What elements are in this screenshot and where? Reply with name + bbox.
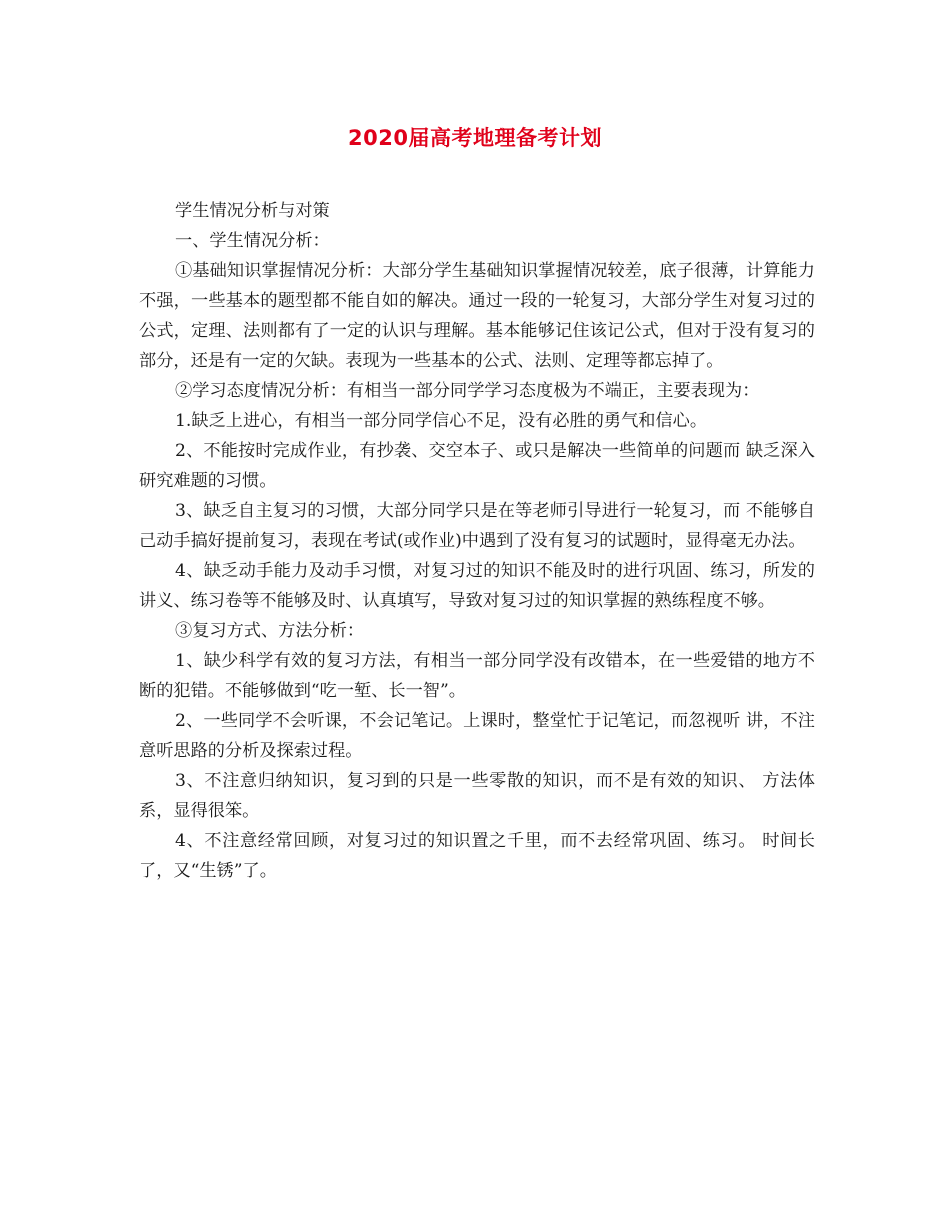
method-item-3: 3、不注意归纳知识，复习到的只是一些零散的知识，而不是有效的知识、 方法体系，显得很笨。 xyxy=(139,771,815,821)
paragraph-basic-knowledge: ①基础知识掌握情况分析：大部分学生基础知识掌握情况较差，底子很薄，计算能力不强，一些基本的题型都不能自如的解决。通过一段的一轮复习，大部分学生对复习过的公式，定理、法则都有了一定的认识与理解。基本能够记住该记公式，但对于没有复习的部分，还是有一定的欠缺。表现为一些基本的公式、法则、定理等都忘掉了。 xyxy=(139,261,815,371)
paragraph-review-methods: ③复习方式、方法分析： xyxy=(175,621,365,641)
document-body xyxy=(139,196,815,886)
method-item-1: 1、缺少科学有效的复习方法，有相当一部分同学没有改错本，在一些爱错的地方不断的犯错。不能够做到“吃一堑、长一智”。 xyxy=(139,651,815,701)
attitude-item-2: 2、不能按时完成作业，有抄袭、交空本子、或只是解决一些简单的问题而 缺乏深入研究难题的习惯。 xyxy=(139,441,815,491)
subsection-heading: 一、学生情况分析： xyxy=(175,231,330,251)
attitude-item-3: 3、缺乏自主复习的习惯，大部分同学只是在等老师引导进行一轮复习，而 不能够自己动手搞好提前复习，表现在考试(或作业)中遇到了没有复习的试题时，显得毫无办法。 xyxy=(139,501,815,551)
document-title: 2020届高考地理备考计划 xyxy=(348,126,602,150)
paragraph-learning-attitude: ②学习态度情况分析：有相当一部分同学学习态度极为不端正，主要表现为： xyxy=(175,381,760,401)
method-item-2: 2、一些同学不会听课，不会记笔记。上课时，整堂忙于记笔记，而忽视听 讲，不注意听思路的分析及探索过程。 xyxy=(139,711,815,761)
method-item-4: 4、不注意经常回顾，对复习过的知识置之千里，而不去经常巩固、练习。 时间长了，又“生锈”了。 xyxy=(139,831,815,881)
section-heading: 学生情况分析与对策 xyxy=(175,201,330,221)
attitude-item-1: 1.缺乏上进心，有相当一部分同学信心不足，没有必胜的勇气和信心。 xyxy=(175,411,708,431)
attitude-item-4: 4、缺乏动手能力及动手习惯，对复习过的知识不能及时的进行巩固、练习，所发的讲义、练习卷等不能够及时、认真填写，导致对复习过的知识掌握的熟练程度不够。 xyxy=(139,561,815,611)
